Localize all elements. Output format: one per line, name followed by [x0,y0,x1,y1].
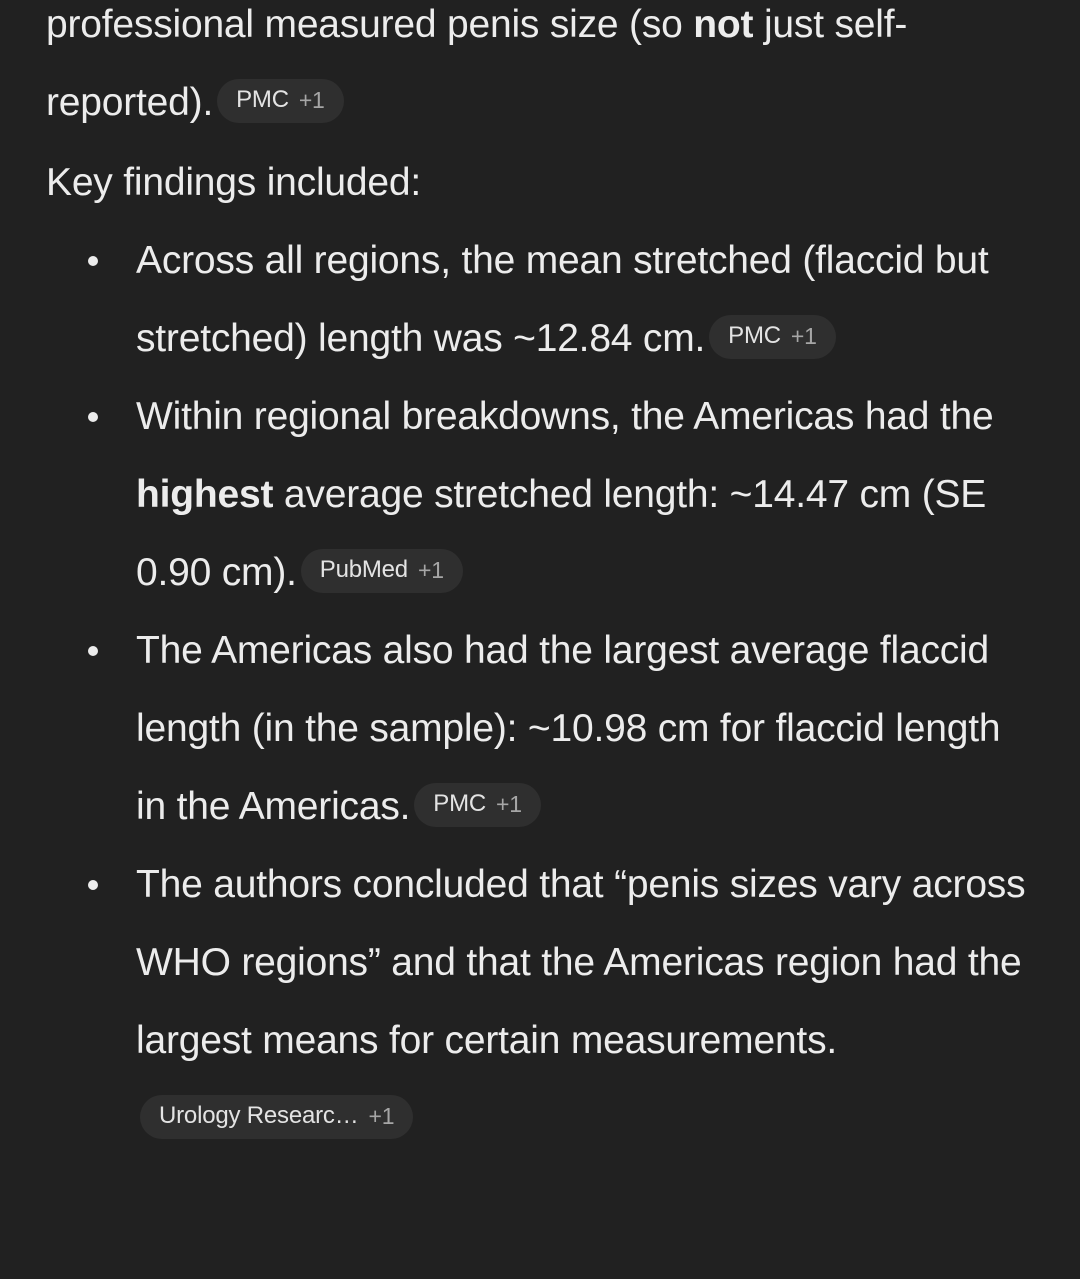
bullet-text: The Americas also had the largest average flaccid length (in the sample): ~10.98 cm for flaccid length in the Americas. [136,629,1001,828]
bullet-text-pre: Within regional breakdowns, the Americas had the [136,395,994,438]
citation-more-count: +1 [417,557,444,583]
intro-paragraph [46,0,1034,142]
bullet-text: The authors concluded that “penis sizes vary across WHO regions” and that the Americas region had the largest means for certain measurements. [136,863,1026,1062]
list-item [46,612,1034,846]
citation-more-count: +1 [496,791,522,817]
bullet-text-bold: highest [136,473,274,516]
key-findings-list [46,222,1034,1158]
citation-source-label: PMC [433,790,486,817]
citation-source-label: Urology Researc… [159,1102,359,1129]
bullet-text: Across all regions, the mean stretched (flaccid but stretched) length was ~12.84 cm. [136,239,989,360]
intro-text-part2: just self-reported). [46,3,908,124]
citation-source-label: PMC [728,322,781,349]
list-item [46,222,1034,378]
bullet-text-post: average stretched length: ~14.47 cm (SE 0.90 cm). [136,473,987,594]
citation-chip[interactable] [709,315,836,359]
citation-more-count: +1 [298,87,325,113]
citation-source-label: PubMed [319,556,408,583]
citation-chip[interactable] [414,783,541,827]
citation-more-count: +1 [368,1103,395,1129]
list-item [46,378,1034,612]
list-item [46,846,1034,1158]
intro-text-part1: professional measured penis size (so [46,3,694,46]
citation-chip[interactable] [301,549,463,593]
key-findings-heading: Key findings included: [46,161,422,204]
citation-more-count: +1 [790,323,817,349]
citation-source-label: PMC [236,86,289,113]
citation-chip[interactable] [140,1095,413,1139]
intro-text-bold: not [693,3,754,46]
citation-chip[interactable] [217,79,344,123]
